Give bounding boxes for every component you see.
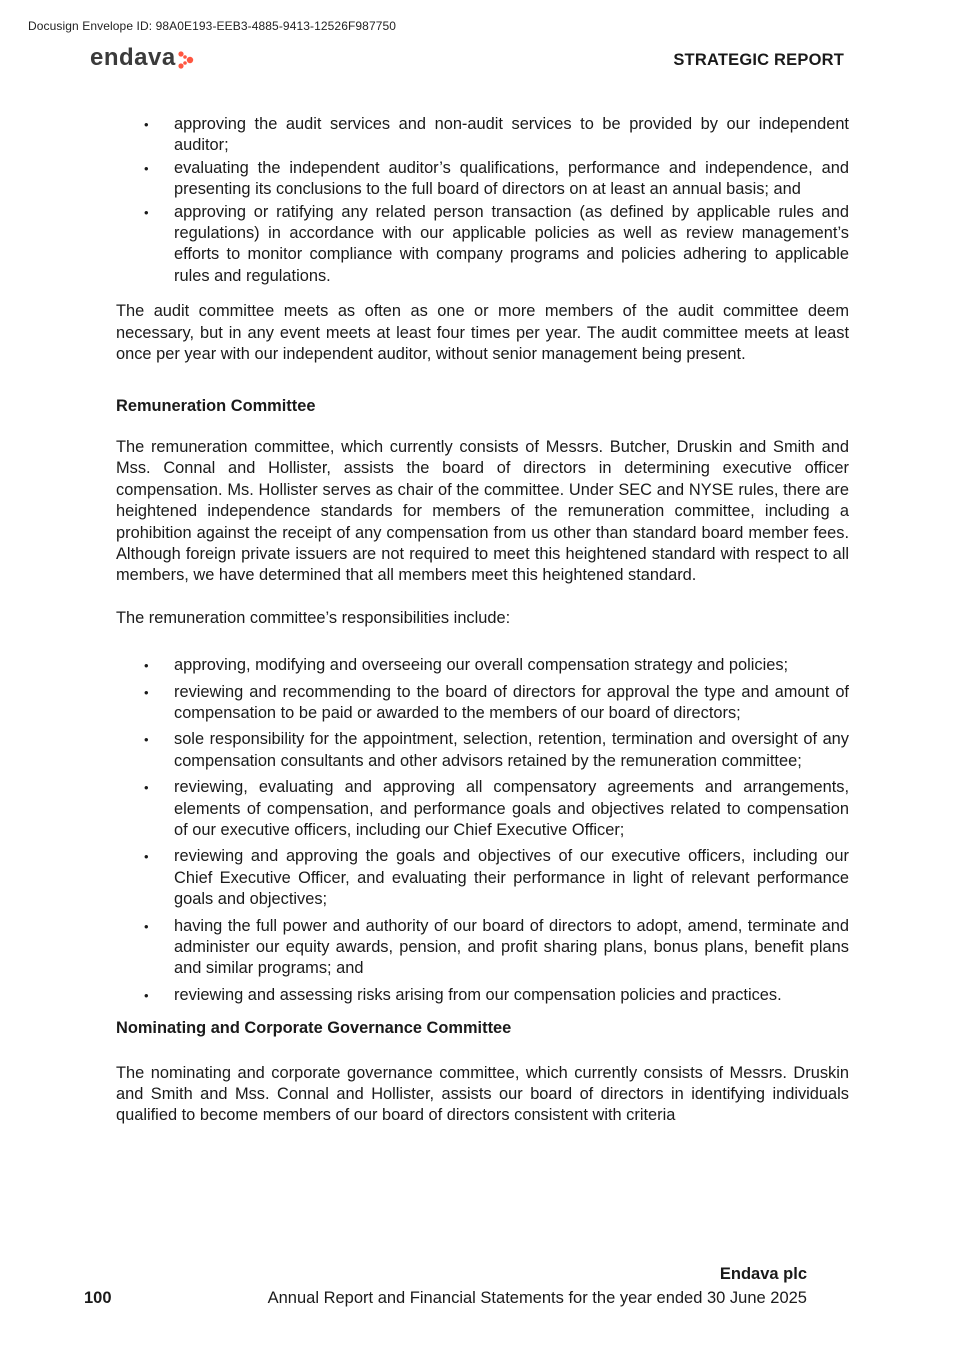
list-item: • approving the audit services and non-audit services to be provided by our independent auditor;	[144, 115, 849, 155]
bullet-icon: •	[144, 658, 149, 674]
list-item: • reviewing and approving the goals and objectives of our executive officers, including our Chief Executive Officer, and evaluating their performance in light of relevant performance goals and objectives;	[144, 847, 849, 909]
remuneration-responsibilities-list	[116, 655, 849, 1006]
list-item: • approving, modifying and overseeing our overall compensation strategy and policies;	[116, 655, 849, 676]
bullet-icon: •	[144, 204, 149, 220]
bullet-icon: •	[144, 987, 149, 1003]
bullet-icon: •	[144, 918, 149, 934]
bullet-icon: •	[144, 160, 149, 176]
list-item: • sole responsibility for the appointment, selection, retention, termination and oversight of any compensation consultants and other advisors retained by the remuneration committee;	[144, 730, 849, 770]
audit-responsibilities-list	[116, 114, 849, 287]
section-label: STRATEGIC REPORT	[673, 51, 844, 69]
footer-company-name: Endava plc	[719, 1265, 807, 1283]
remuneration-responsibilities-intro: The remuneration committee’s responsibilities include:	[116, 608, 511, 627]
footer-report-title: Annual Report and Financial Statements for the year ended 30 June 2025	[267, 1289, 807, 1307]
audit-meetings-paragraph: The audit committee meets as often as one or more members of the audit committee deem necessary, but in any event meets at least four times per year. The audit committee meets at least once per year with our independent auditor, without senior management being present.	[116, 302, 849, 364]
page-body	[116, 114, 849, 1127]
list-item: • evaluating the independent auditor’s qualifications, performance and independence, and presenting its conclusions to the full board of directors on at least an annual basis; and	[144, 158, 849, 199]
bullet-icon: •	[144, 849, 149, 865]
bullet-icon: •	[144, 732, 149, 748]
nominating-intro-paragraph: The nominating and corporate governance committee, which currently consists of Messrs. Druskin and Smith and Mss. Connal and Hollister, assists our board of directors in identifying individuals qualified to become members of our board of directors consistent with criteria	[116, 1063, 849, 1125]
bullet-icon: •	[144, 117, 149, 132]
bullet-icon: •	[144, 780, 149, 796]
list-item: • approving or ratifying any related person transaction (as defined by applicable rules and regulations) in accordance with our applicable policies as well as review management’s efforts to monitor compliance with company programs and policies adhering to applicable rules and regulations.	[144, 202, 849, 285]
list-item: • reviewing and assessing risks arising from our compensation policies and practices.	[116, 985, 849, 1006]
docusign-envelope-id: Docusign Envelope ID: 98A0E193-EEB3-4885-9413-12526F987750	[28, 19, 397, 33]
logo-wordmark: endava	[90, 44, 176, 71]
remuneration-heading: Remuneration Committee	[116, 397, 316, 416]
nominating-heading: Nominating and Corporate Governance Committee	[116, 1019, 512, 1038]
endava-logo	[90, 44, 194, 72]
endava-mark-icon	[178, 51, 194, 69]
remuneration-intro-paragraph: The remuneration committee, which currently consists of Messrs. Butcher, Druskin and Smith and Mss. Connal and Hollister, assists the board of directors in determining executive officer compensation. Ms. Hollister serves as chair of the committee. Under SEC and NYSE rules, there are heightened independence standards for members of the remuneration committee, including a prohibition against the receipt of any compensation from us other than standard board member fees. Although foreign private issuers are not required to meet this heightened standard with respect to all members, we have determined that all members meet this heightened standard.	[116, 437, 849, 585]
list-item: • reviewing, evaluating and approving all compensatory agreements and arrangements, elements of compensation, and performance goals and objectives related to compensation of our executive officers, including our Chief Executive Officer;	[144, 778, 849, 839]
bullet-icon: •	[144, 684, 149, 700]
page-number: 100	[84, 1289, 112, 1307]
list-item: • reviewing and recommending to the board of directors for approval the type and amount of compensation to be paid or awarded to the members of our board of directors;	[144, 682, 849, 722]
list-item: • having the full power and authority of our board of directors to adopt, amend, terminate and administer our equity awards, pension, and profit sharing plans, bonus plans, benefit plans and similar programs; and	[144, 916, 849, 978]
